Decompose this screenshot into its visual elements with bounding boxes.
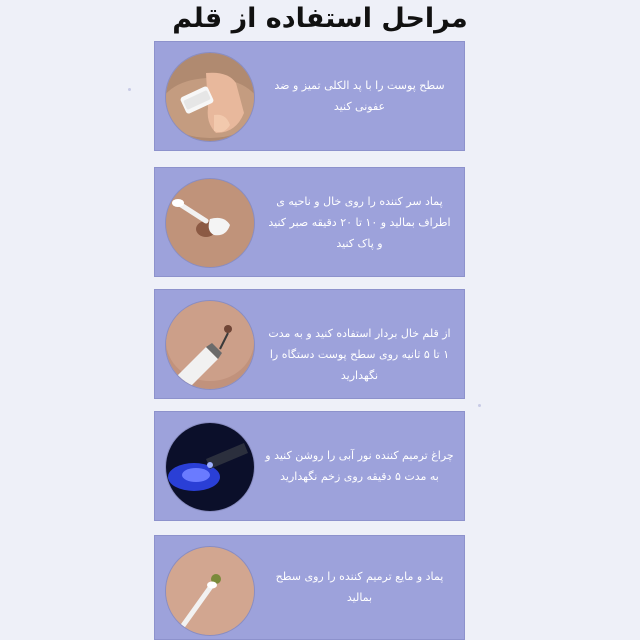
step-card-3 xyxy=(154,289,465,399)
step-card-1 xyxy=(154,41,465,151)
numbing-cream-photo xyxy=(166,179,254,267)
step-text: چراغ ترمیم کننده نور آبی را روشن کنید و به مدت ۵ دقیقه روی زخم نگهدارید xyxy=(265,449,454,483)
healing-ointment-photo xyxy=(166,547,254,635)
mole-pen-photo xyxy=(166,301,254,389)
step-text: پماد سر کننده را روی خال و ناحیه ی اطراف بمالید و ۱۰ تا ۲۰ دقیقه صبر کنید و پاک کنید xyxy=(268,195,451,250)
page-title: مراحل استفاده از قلم xyxy=(172,3,468,34)
decorative-dot xyxy=(478,404,481,407)
blue-light-photo xyxy=(166,423,254,511)
step-card-5 xyxy=(154,535,465,640)
step-card-2 xyxy=(154,167,465,277)
step-card-4 xyxy=(154,411,465,521)
step-text: از قلم خال بردار استفاده کنید و به مدت ۱ تا ۵ ثانیه روی سطح پوست دستگاه را نگهدارید xyxy=(268,327,451,382)
decorative-dot xyxy=(128,88,131,91)
step-text: سطح پوست را با پد الکلی تمیز و ضد عفونی کنید xyxy=(274,79,445,113)
step-text: پماد و مایع ترمیم کننده را روی سطح بمالید xyxy=(275,570,444,604)
skin-cleaning-photo xyxy=(166,53,254,141)
